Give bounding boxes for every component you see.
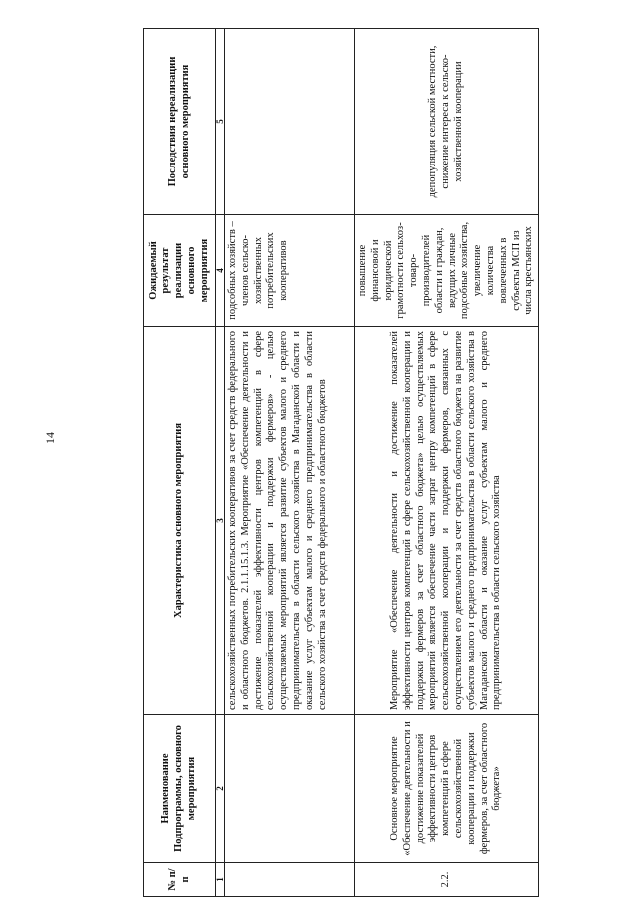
table-header-row bbox=[144, 29, 216, 897]
page-number: 14 bbox=[43, 432, 57, 444]
row-num bbox=[225, 863, 355, 897]
row-description: сельскохозяйственных потребительских кооперативов за счет средств федерального и областного бюджетов. 2.1.1.15.1.3. Мероприятие «Обеспечение деятельности и достижение показателей эффективности центров компетенций в сфере сельскохозяйственной кооперации и поддержки фермеров» - целью осуществляемых мероприятий является развитие субъектов малого и среднего предпринимательства в области сельского хозяйства в Магаданской области и оказание услуг субъектам малого и среднего предпринимательства в области сельского хозяйства за счет средств федерального и областного бюджетов bbox=[225, 327, 355, 715]
row-consequence: депопуляция сельской местности, снижение интереса к сельско-хозяйственной кооперации bbox=[355, 29, 539, 215]
header-consequence: Последствия нереализации основного мероприятия bbox=[144, 29, 216, 215]
column-number-row bbox=[216, 29, 225, 897]
row-result: подсобных хозяйств – членов сельско-хозяйственных потребительских кооперативов bbox=[225, 215, 355, 327]
row-num: 2.2. bbox=[355, 863, 539, 897]
table-row bbox=[355, 29, 539, 897]
table-row bbox=[225, 29, 355, 897]
column-number: 1 bbox=[216, 863, 225, 897]
measures-table bbox=[143, 28, 539, 897]
column-number: 2 bbox=[216, 715, 225, 863]
column-number: 3 bbox=[216, 327, 225, 715]
column-number: 4 bbox=[216, 215, 225, 327]
header-description: Характеристика основного мероприятия bbox=[144, 327, 216, 715]
header-result: Ожидаемый результат реализации основного мероприятия bbox=[144, 215, 216, 327]
row-result: повышение финансовой и юридической грамотности сельхоз-товаро-производителей области и граждан, ведущих личные подсобные хозяйства, увеличение количества вовлеченных в субъекты МСП из числа крестьянских bbox=[355, 215, 539, 327]
row-consequence bbox=[225, 29, 355, 215]
column-number: 5 bbox=[216, 29, 225, 215]
header-name: Наименование Подпрограммы, основного мероприятия bbox=[144, 715, 216, 863]
row-name: Основное мероприятие «Обеспечение деятельности и достижение показателей эффективности центров компетенций в сфере сельскохозяйственной кооперации и поддержки фермеров, за счет областного бюджета» bbox=[355, 715, 539, 863]
row-description: Мероприятие «Обеспечение деятельности и достижение показателей эффективности центров компетенций в сфере сельскохозяйственной кооперации и поддержки фермеров за счет областного бюджета» целью осуществляемых мероприятий является обеспечение части затрат центру компетенций в сфере сельскохозяйственной кооперации и поддержки фермеров, связанных с осуществлением его деятельности за счет средств областного бюджета на развитие субъектов малого и среднего предпринимательства в области сельского хозяйства в Магаданской области и оказание услуг субъектам малого и среднего предпринимательства в области сельского хозяйства bbox=[355, 327, 539, 715]
row-name bbox=[225, 715, 355, 863]
header-num: № п/п bbox=[144, 863, 216, 897]
